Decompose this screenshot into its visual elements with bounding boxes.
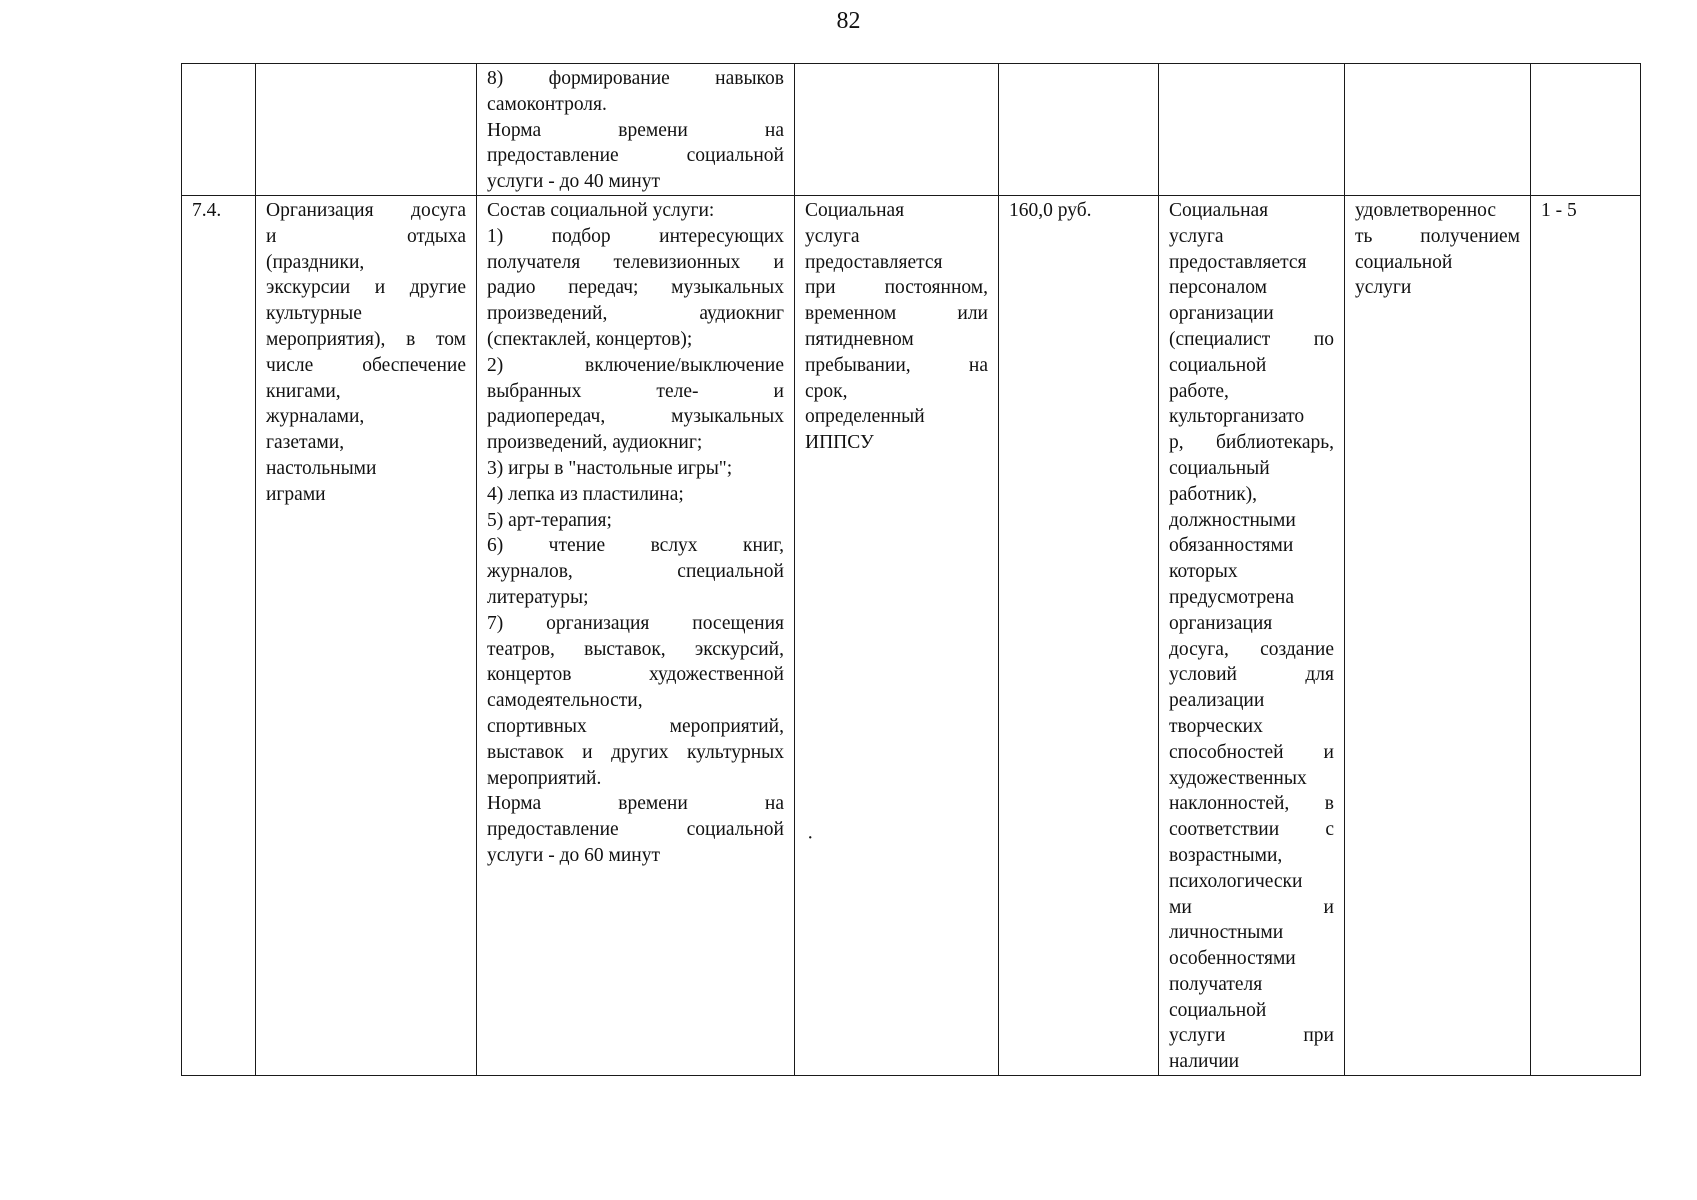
provision-line: услуга: [805, 225, 860, 247]
provision-line: определенный: [805, 406, 925, 428]
composition-line: 2) включение/выключение: [487, 354, 784, 376]
conditions-line: персоналом: [1169, 277, 1267, 299]
service-name-line: экскурсии и другие: [266, 277, 466, 299]
cell-conditions-empty: [1159, 64, 1345, 196]
composition-line: 5) арт-терапия;: [487, 509, 612, 531]
composition-line: самодеятельности,: [487, 690, 643, 712]
conditions-line: предоставляется: [1169, 251, 1307, 273]
conditions-line: досуга, создание: [1169, 638, 1334, 660]
composition-line: мероприятий.: [487, 767, 602, 789]
conditions-line: социальной: [1169, 999, 1267, 1021]
composition-line: Норма времени на: [487, 793, 784, 815]
provision-line: ИППСУ: [805, 432, 874, 454]
conditions-line: организация: [1169, 612, 1273, 634]
provision-line: при постоянном,: [805, 277, 988, 299]
composition-continued-line: предоставление социальной: [487, 145, 784, 167]
composition-line: выбранных теле- и: [487, 380, 784, 402]
service-name-line: культурные: [266, 303, 362, 325]
composition-line: литературы;: [487, 586, 589, 608]
composition-line: журналов, специальной: [487, 561, 784, 583]
service-name-line: журналами,: [266, 406, 365, 428]
service-name-line: настольными: [266, 457, 377, 479]
provision-line: Социальная: [805, 199, 905, 221]
provision-dot-mark: ·: [807, 827, 814, 849]
conditions-line: работе,: [1169, 380, 1229, 402]
conditions-line: которых: [1169, 561, 1238, 583]
composition-line: 4) лепка из пластилина;: [487, 483, 684, 505]
cell-number-empty: [182, 64, 256, 196]
cell-frequency: [1531, 195, 1641, 1075]
conditions-line: способностей и: [1169, 741, 1334, 763]
conditions-line: должностными: [1169, 509, 1296, 531]
service-name-line: и отдыха: [266, 225, 466, 247]
conditions-line: (специалист по: [1169, 328, 1334, 350]
frequency-value: 1 - 5: [1541, 199, 1577, 221]
cell-service-name: [256, 195, 477, 1075]
conditions-line: организации: [1169, 303, 1274, 325]
services-table: [181, 63, 1641, 1076]
cell-number: [182, 195, 256, 1075]
conditions-line: услуги при: [1169, 1025, 1334, 1047]
composition-line: спортивных мероприятий,: [487, 715, 784, 737]
conditions-line: психологически: [1169, 870, 1303, 892]
table-row-7-4: [182, 195, 1641, 1075]
composition-line: 7) организация посещения: [487, 612, 784, 634]
conditions-line: предусмотрена: [1169, 586, 1294, 608]
composition-line: (спектаклей, концертов);: [487, 328, 693, 350]
conditions-line: обязанностями: [1169, 535, 1294, 557]
conditions-line: Социальная: [1169, 199, 1269, 221]
composition-line: произведений, аудиокниг;: [487, 432, 703, 454]
service-name-line: числе обеспечение: [266, 354, 466, 376]
conditions-line: возрастными,: [1169, 844, 1283, 866]
cell-provision: [795, 195, 999, 1075]
cell-frequency-empty: [1531, 64, 1641, 196]
conditions-line: получателя: [1169, 973, 1263, 995]
conditions-line: личностными: [1169, 922, 1284, 944]
composition-continued-line: самоконтроля.: [487, 93, 607, 115]
conditions-line: соответствии с: [1169, 819, 1334, 841]
indicators-line: услуги: [1355, 277, 1412, 299]
conditions-line: р, библиотекарь,: [1169, 432, 1334, 454]
conditions-line: социальный: [1169, 457, 1270, 479]
tariff-value: 160,0 руб.: [1009, 199, 1092, 221]
cell-tariff-empty: [999, 64, 1159, 196]
composition-line: Состав социальной услуги:: [487, 199, 715, 221]
composition-line: 3) игры в "настольные игры";: [487, 457, 733, 479]
composition-line: выставок и других культурных: [487, 741, 784, 763]
cell-conditions: [1159, 195, 1345, 1075]
indicators-line: удовлетвореннос: [1355, 199, 1497, 221]
provision-line: предоставляется: [805, 251, 943, 273]
conditions-line: наклонностей, в: [1169, 793, 1334, 815]
composition-line: получателя телевизионных и: [487, 251, 784, 273]
conditions-line: услуга: [1169, 225, 1224, 247]
conditions-line: творческих: [1169, 715, 1263, 737]
conditions-line: наличии: [1169, 1051, 1240, 1073]
conditions-line: ми и: [1169, 896, 1334, 918]
conditions-line: художественных: [1169, 767, 1307, 789]
service-name-line: Организация досуга: [266, 199, 466, 221]
provision-line: пятидневном: [805, 328, 914, 350]
conditions-line: культорганизато: [1169, 406, 1305, 428]
cell-indicators-empty: [1345, 64, 1531, 196]
composition-line: радио передач; музыкальных: [487, 277, 784, 299]
service-name-line: газетами,: [266, 432, 345, 454]
composition-line: предоставление социальной: [487, 819, 784, 841]
composition-continued-line: 8) формирование навыков: [487, 68, 784, 89]
cell-composition: [477, 195, 795, 1075]
composition-line: радиопередач, музыкальных: [487, 406, 784, 428]
cell-tariff: [999, 195, 1159, 1075]
indicators-line: ть получением: [1355, 225, 1520, 247]
provision-line: пребывании, на: [805, 354, 988, 376]
conditions-line: работник),: [1169, 483, 1258, 505]
cell-provision-empty: [795, 64, 999, 196]
composition-line: концертов художественной: [487, 664, 784, 686]
conditions-line: условий для: [1169, 664, 1334, 686]
cell-indicators: [1345, 195, 1531, 1075]
conditions-line: социальной: [1169, 354, 1267, 376]
provision-line: временном или: [805, 303, 988, 325]
table-row-continuation: [182, 64, 1641, 196]
composition-continued-line: услуги - до 40 минут: [487, 171, 660, 193]
service-name-line: книгами,: [266, 380, 341, 402]
composition-line: 1) подбор интересующих: [487, 225, 784, 247]
service-name-line: (праздники,: [266, 251, 365, 273]
service-name-line: мероприятия), в том: [266, 328, 466, 350]
composition-line: 6) чтение вслух книг,: [487, 535, 784, 557]
provision-line: срок,: [805, 380, 848, 402]
service-name-line: играми: [266, 483, 326, 505]
cell-service-name-empty: [256, 64, 477, 196]
composition-line: услуги - до 60 минут: [487, 844, 660, 866]
composition-continued-line: Норма времени на: [487, 119, 784, 141]
composition-line: театров, выставок, экскурсий,: [487, 638, 784, 660]
cell-composition-continued: [477, 64, 795, 196]
row-number: 7.4.: [192, 199, 222, 221]
conditions-line: реализации: [1169, 690, 1265, 712]
conditions-line: особенностями: [1169, 948, 1296, 970]
composition-line: произведений, аудиокниг: [487, 303, 784, 325]
indicators-line: социальной: [1355, 251, 1453, 273]
page-number: 82: [836, 8, 861, 34]
